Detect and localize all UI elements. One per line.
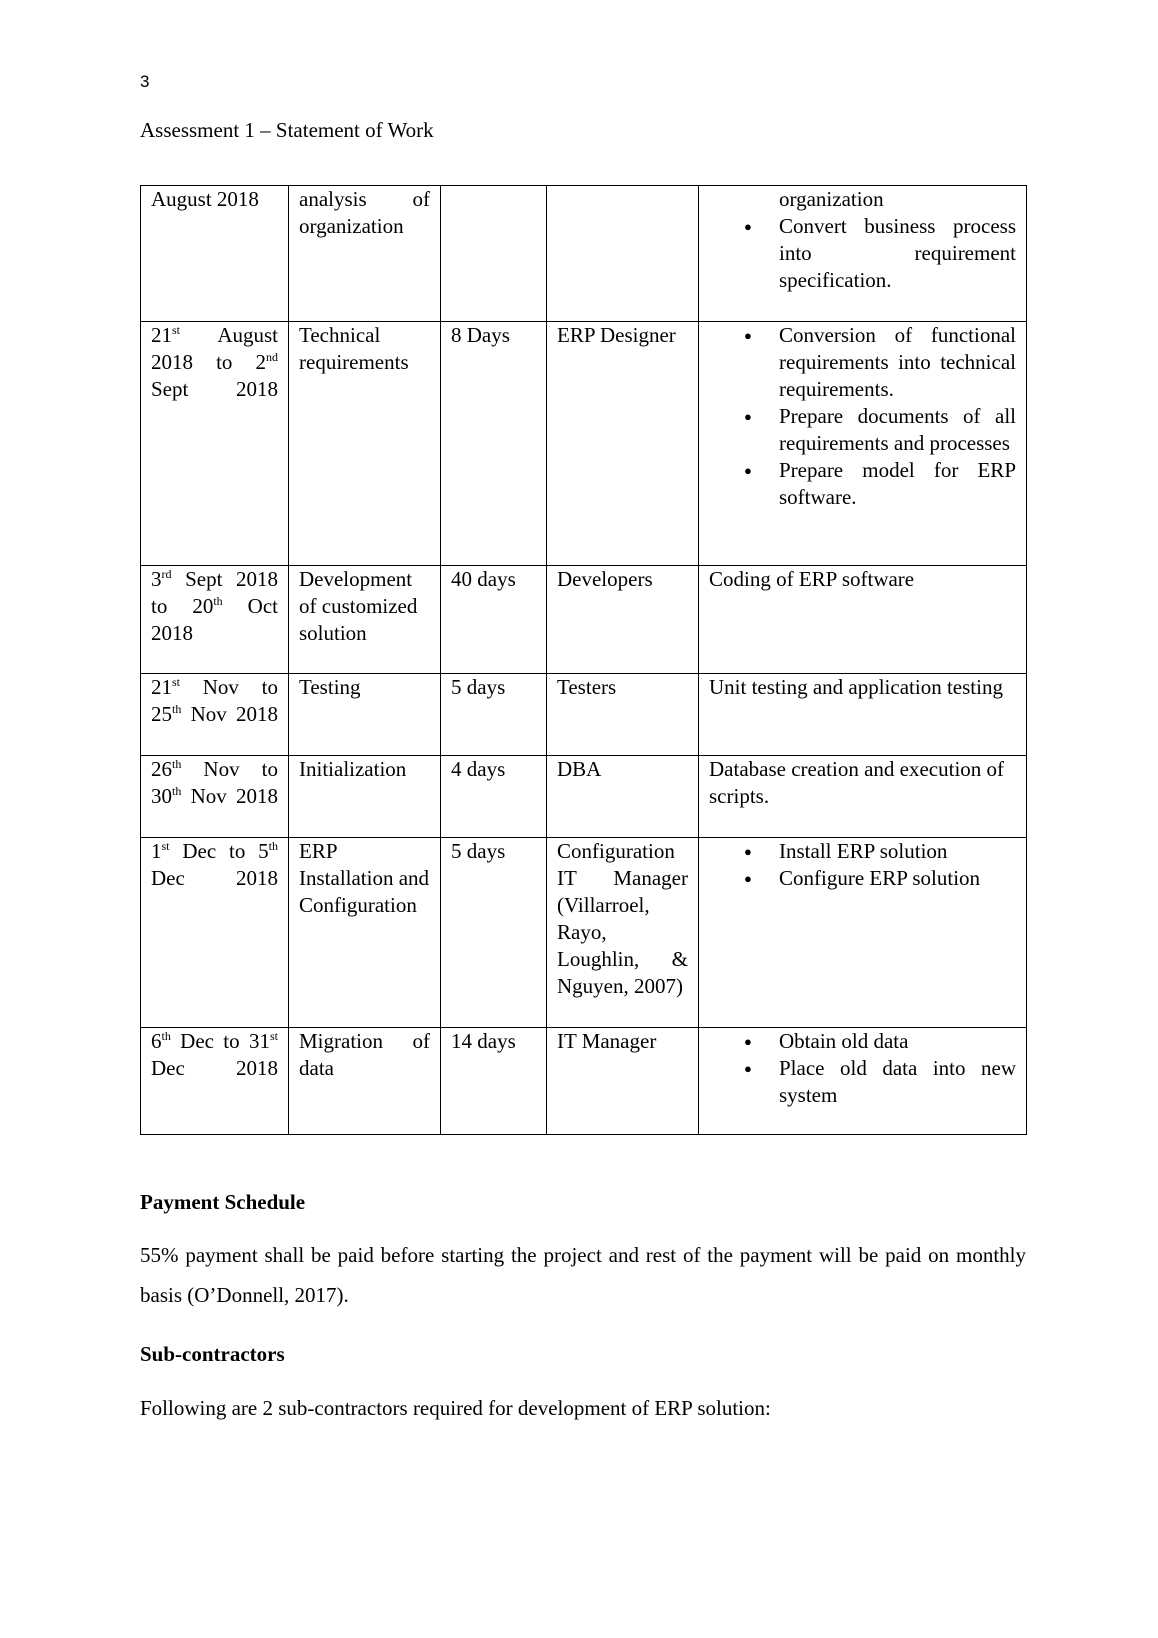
table-row <box>141 566 1027 674</box>
date-cell: 21st August 2018 to 2nd Sept 2018 <box>141 322 289 566</box>
date-cell: 3rd Sept 2018 to 20th Oct 2018 <box>141 566 289 674</box>
table-row <box>141 674 1027 756</box>
list-item: ● Install ERP solution <box>779 838 1016 865</box>
table-row <box>141 756 1027 838</box>
activity-cell: Development of customized solution <box>289 566 441 674</box>
list-item: ● Obtain old data <box>779 1028 1016 1055</box>
activity-cell: Migration of data <box>289 1028 441 1135</box>
list-item: ● Place old data into new system <box>779 1055 1016 1109</box>
date-cell: 26th Nov to 30th Nov 2018 <box>141 756 289 838</box>
list-item: ● Prepare model for ERP software. <box>779 457 1016 511</box>
resource-cell: Developers <box>547 566 699 674</box>
date-cell: 1st Dec to 5th Dec 2018 <box>141 838 289 1028</box>
subcontractors-paragraph: Following are 2 sub-contractors required for development of ERP solution: <box>140 1396 771 1420</box>
activity-cell: Testing <box>289 674 441 756</box>
activity-cell: analysis of organization <box>289 186 441 322</box>
resource-cell: IT Manager <box>547 1028 699 1135</box>
list-item: ● Conversion of functional requirements into technical requirements. <box>779 322 1016 403</box>
tasks-cell <box>699 838 1027 1028</box>
list-item: ● Prepare documents of all requirements and processes <box>779 403 1016 457</box>
tasks-cell <box>699 1028 1027 1135</box>
duration-cell <box>441 186 547 322</box>
resource-cell: Testers <box>547 674 699 756</box>
tasks-cell: Coding of ERP software <box>699 566 1027 674</box>
table-row <box>141 1028 1027 1135</box>
duration-cell: 5 days <box>441 838 547 1028</box>
date-cell: August 2018 <box>141 186 289 322</box>
schedule-table <box>140 185 1027 1135</box>
tasks-cell: Database creation and execution of scripts. <box>699 756 1027 838</box>
duration-cell: 14 days <box>441 1028 547 1135</box>
running-head: Assessment 1 – Statement of Work <box>140 118 434 142</box>
table-row <box>141 322 1027 566</box>
duration-cell: 8 Days <box>441 322 547 566</box>
duration-cell: 4 days <box>441 756 547 838</box>
activity-cell: Initialization <box>289 756 441 838</box>
duration-cell: 40 days <box>441 566 547 674</box>
activity-cell: ERP Installation and Configuration <box>289 838 441 1028</box>
resource-cell: ERP Designer <box>547 322 699 566</box>
list-item: ● Convert business process into requirement specification. <box>779 213 1016 294</box>
resource-cell: DBA <box>547 756 699 838</box>
tasks-cell <box>699 322 1027 566</box>
activity-cell: Technical requirements <box>289 322 441 566</box>
list-item: organization <box>779 187 884 211</box>
page-number: 3 <box>140 72 150 91</box>
resource-cell: Configuration IT Manager (Villarroel, Rayo, Loughlin, & Nguyen, 2007) <box>547 838 699 1028</box>
payment-heading: Payment Schedule <box>140 1190 306 1214</box>
table-row <box>141 838 1027 1028</box>
date-cell: 6th Dec to 31st Dec 2018 <box>141 1028 289 1135</box>
table-row <box>141 186 1027 322</box>
resource-cell <box>547 186 699 322</box>
date-cell: 21st Nov to 25th Nov 2018 <box>141 674 289 756</box>
payment-paragraph: 55% payment shall be paid before starting the project and rest of the payment will be paid on monthly basis (O’Donnell, 2017). <box>140 1243 1026 1307</box>
duration-cell: 5 days <box>441 674 547 756</box>
tasks-cell <box>699 186 1027 322</box>
list-item: ● Configure ERP solution <box>779 865 1016 892</box>
tasks-cell: Unit testing and application testing <box>699 674 1027 756</box>
subcontractors-heading: Sub-contractors <box>140 1342 285 1366</box>
